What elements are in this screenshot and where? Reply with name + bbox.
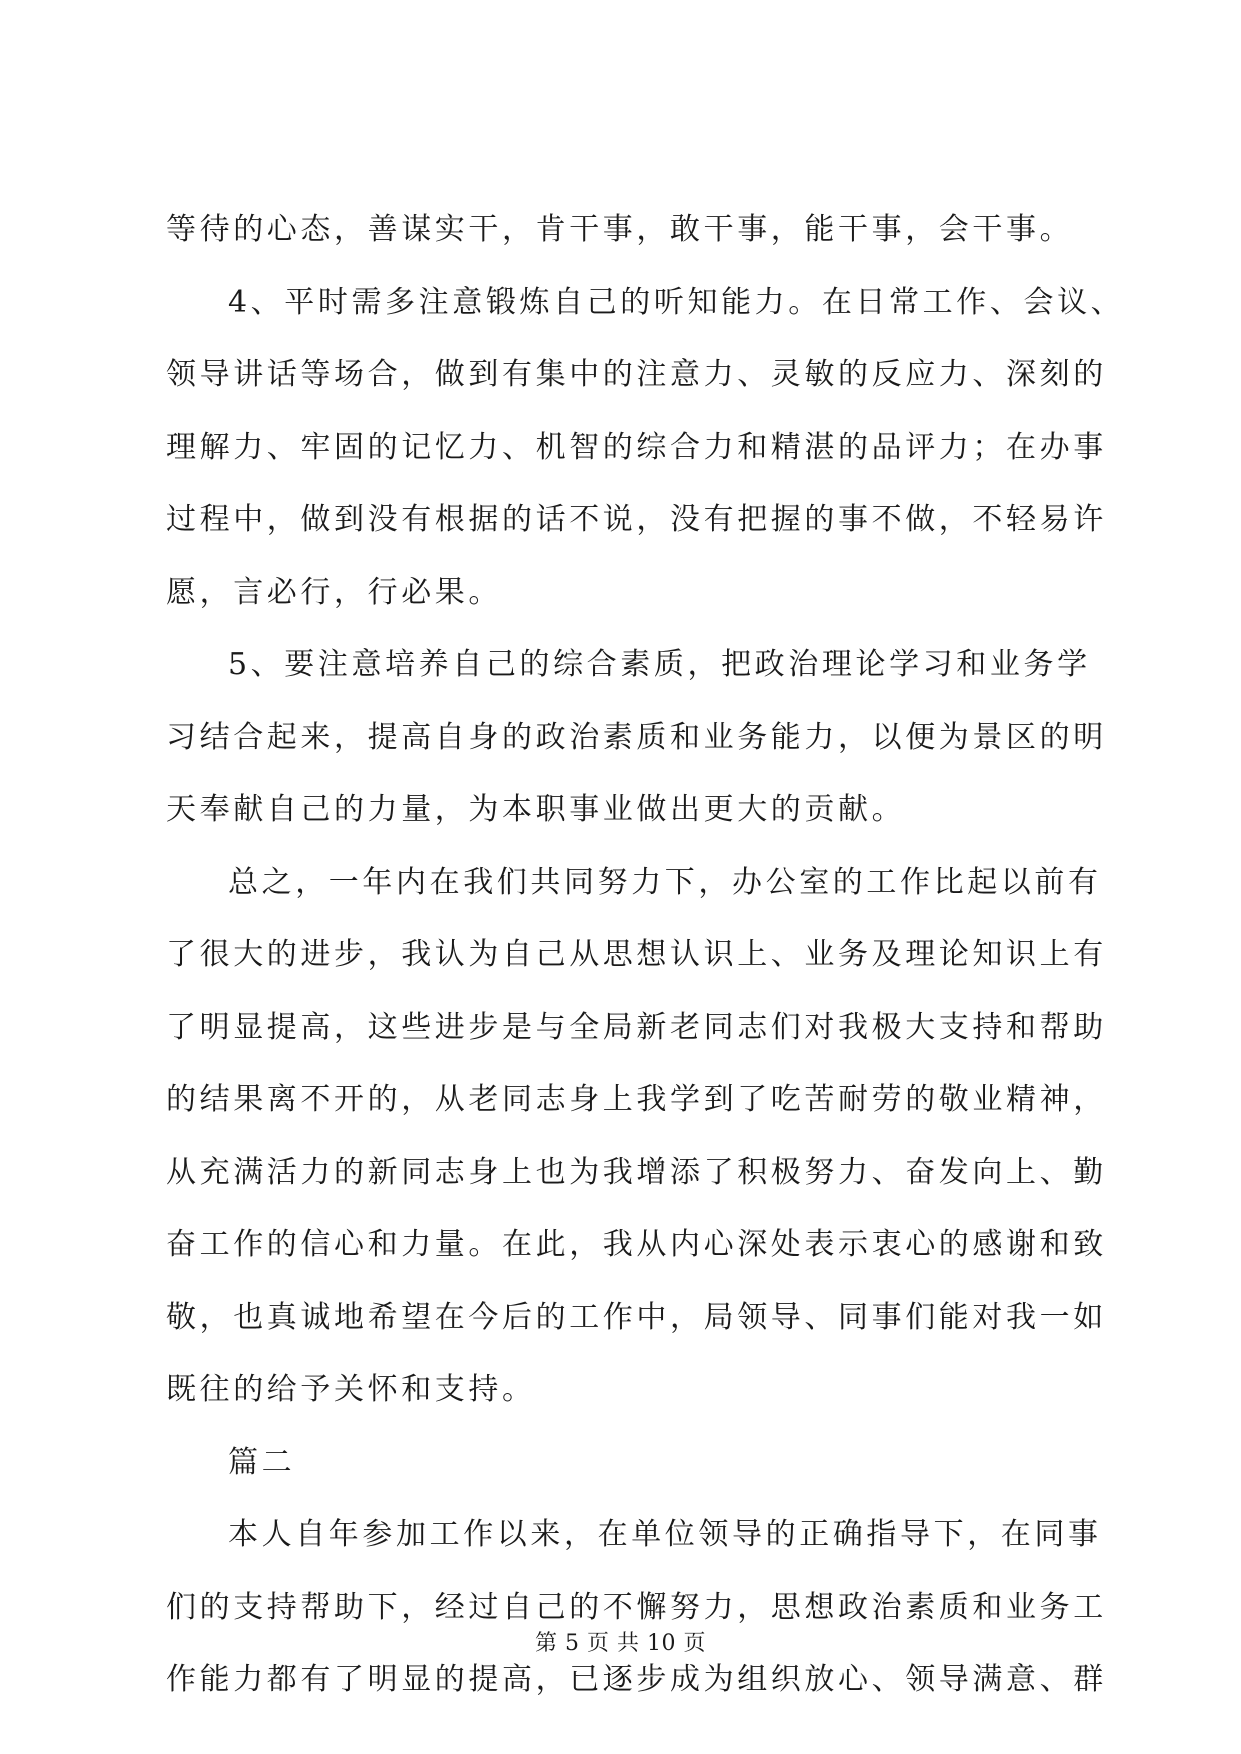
text-line: 过程中，做到没有根据的话不说，没有把握的事不做，不轻易许 [166,502,1107,537]
text-line: 了明显提高，这些进步是与全局新老同志们对我极大支持和帮助 [166,1009,1107,1045]
text-line: 4、平时需多注意锻炼自己的听知能力。在日常工作、会议、 [228,284,1125,320]
text-line: 敬，也真诚地希望在今后的工作中，局领导、同事们能对我一如 [166,1299,1107,1335]
text-line: 们的支持帮助下，经过自己的不懈努力，思想政治素质和业务工 [166,1589,1107,1625]
text-line: 愿，言必行，行必果。 [166,574,502,610]
text-line: 5、要注意培养自己的综合素质，把政治理论学习和业务学 [228,647,1091,682]
text-line: 既往的给予关怀和支持。 [166,1372,536,1407]
page-footer: 第 5 页 共 10 页 [535,1631,706,1656]
text-line: 天奉献自己的力量，为本职事业做出更大的贡献。 [166,792,906,827]
text-line: 作能力都有了明显的提高，已逐步成为组织放心、领导满意、群 [166,1662,1107,1697]
body-text [166,200,1125,1723]
text-line: 奋工作的信心和力量。在此，我从内心深处表示衷心的感谢和致 [166,1227,1107,1262]
section-heading: 篇二 [228,1444,296,1480]
text-line: 了很大的进步，我认为自己从思想认识上、业务及理论知识上有 [166,937,1107,972]
text-line: 本人自年参加工作以来，在单位领导的正确指导下，在同事 [228,1517,1102,1552]
text-line: 总之，一年内在我们共同努力下，办公室的工作比起以前有 [228,864,1102,900]
text-line: 领导讲话等场合，做到有集中的注意力、灵敏的反应力、深刻的 [166,357,1107,392]
text-line: 的结果离不开的，从老同志身上我学到了吃苦耐劳的敬业精神， [166,1082,1107,1117]
text-line: 理解力、牢固的记忆力、机智的综合力和精湛的品评力；在办事 [166,429,1107,465]
text-line: 等待的心态，善谋实干，肯干事，敢干事，能干事，会干事。 [166,212,1074,247]
text-line: 从充满活力的新同志身上也为我增添了积极努力、奋发向上、勤 [166,1154,1107,1190]
text-line: 习结合起来，提高自身的政治素质和业务能力，以便为景区的明 [166,719,1107,755]
